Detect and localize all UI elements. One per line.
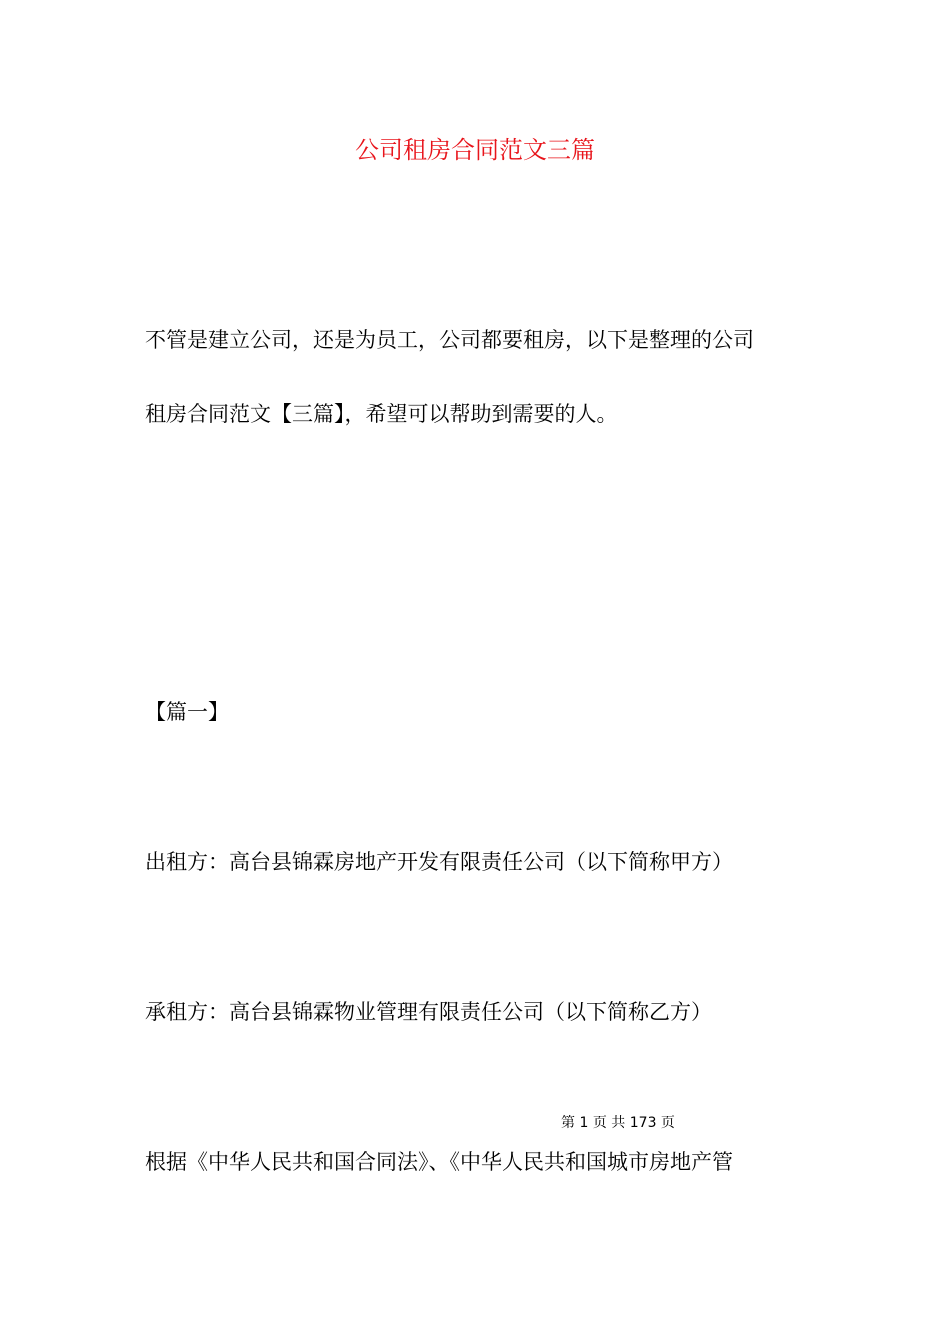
legal-basis-line: 根据《中华人民共和国合同法》、《中华人民共和国城市房地产管 <box>145 1150 733 1174</box>
lessor-line: 出租方：高台县锦霖房地产开发有限责任公司（以下简称甲方） <box>145 850 733 874</box>
page-number: 第 1 页 共 173 页 <box>561 1115 675 1131</box>
intro-paragraph-line-2: 租房合同范文【三篇】，希望可以帮助到需要的人。 <box>145 402 618 426</box>
lessee-line: 承租方：高台县锦霖物业管理有限责任公司（以下简称乙方） <box>145 1000 712 1024</box>
document-title: 公司租房合同范文三篇 <box>355 136 595 164</box>
intro-paragraph-line-1: 不管是建立公司，还是为员工，公司都要租房，以下是整理的公司 <box>145 328 754 352</box>
section-label: 【篇一】 <box>145 700 229 724</box>
